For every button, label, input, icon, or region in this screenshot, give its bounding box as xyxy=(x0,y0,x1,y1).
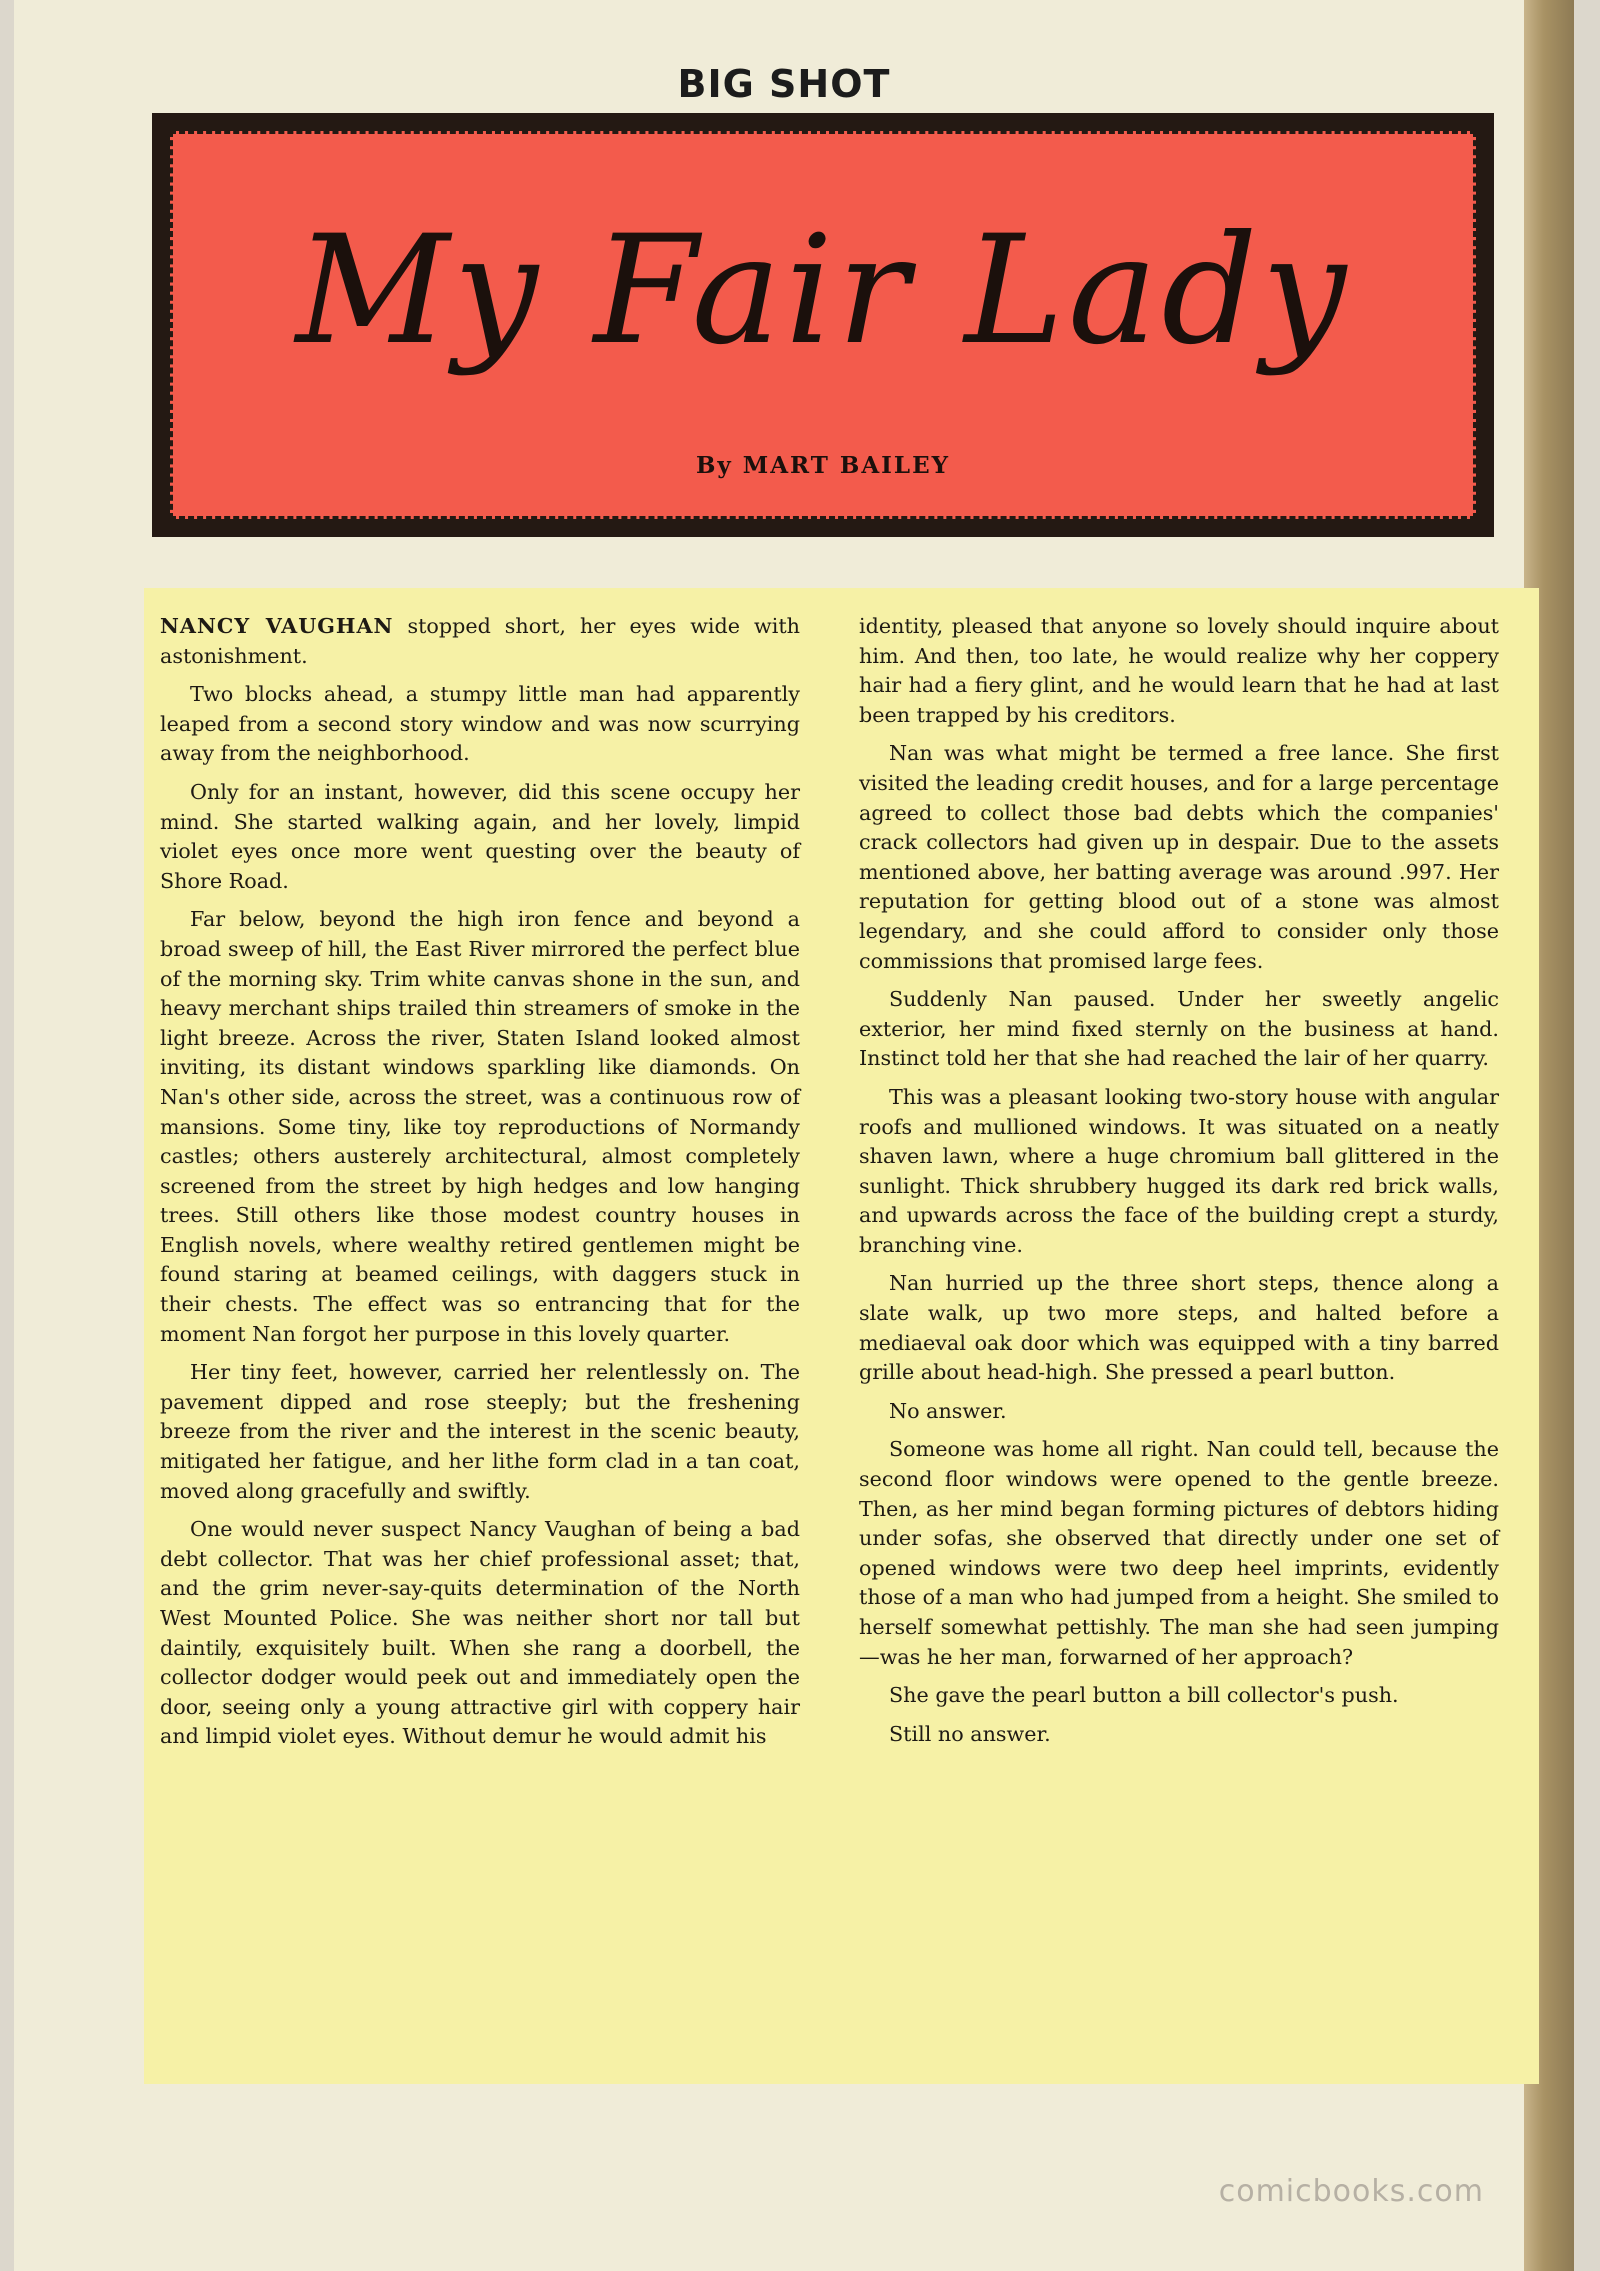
left-column xyxy=(160,612,800,1761)
right-column xyxy=(859,612,1499,1758)
lead-name: NANCY VAUGHAN xyxy=(160,614,394,638)
source-watermark: comicbooks.com xyxy=(1218,2174,1484,2209)
paragraph: Nan was what might be termed a free lance. She first visited the leading credit houses, and for a large percentage agreed to collect those bad debts which the companies' crack collectors had given up in despair. Due to the assets mentioned above, her batting average was around .997. Her reputation for getting blood out of a stone was almost legendary, and she could afford to consider only those commissions that promised large fees. xyxy=(859,741,1499,973)
title-banner-panel xyxy=(170,131,1476,519)
paragraph: Suddenly Nan paused. Under her sweetly angelic exterior, her mind fixed sternly on the business at hand. Instinct told her that she had reached the lair of her quarry. xyxy=(859,987,1499,1071)
paragraph: Nan hurried up the three short steps, thence along a slate walk, up two more steps, and halted before a mediaeval oak door which was equipped with a tiny barred grille about head-high. She pressed a pearl button. xyxy=(859,1271,1499,1385)
paragraph: Still no answer. xyxy=(889,1721,1051,1746)
paragraph: Two blocks ahead, a stumpy little man had apparently leaped from a second story window and was now scurrying away from the neighborhood. xyxy=(160,682,800,766)
title-banner xyxy=(152,113,1494,537)
magazine-header: BIG SHOT xyxy=(677,62,891,106)
paragraph: Someone was home all right. Nan could tell, because the second floor windows were opened to the gentle breeze. Then, as her mind began forming pictures of debtors hiding under sofas, she observed that directly under one set of opened windows were two deep heel imprints, evidently those of a man who had jumped from a height. She smiled to herself somewhat pettishly. The man she had seen jumping—was he her man, forwarned of her approach? xyxy=(859,1437,1499,1669)
paragraph xyxy=(160,612,800,671)
paragraph: She gave the pearl button a bill collector's push. xyxy=(889,1683,1399,1708)
paragraph: This was a pleasant looking two-story house with angular roofs and mullioned windows. It was situated on a neatly shaven lawn, where a huge chromium ball glittered in the sunlight. Thick shrubbery hugged its dark red brick walls, and upwards across the face of the building crept a sturdy, branching vine. xyxy=(859,1084,1499,1257)
paragraph: One would never suspect Nancy Vaughan of being a bad debt collector. That was her chief professional asset; that, and the grim never-say-quits determination of the North West Mounted Police. She was neither short nor tall but daintily, exquisitely built. When she rang a doorbell, the collector dodger would peek out and immediately open the door, seeing only a young attractive girl with coppery hair and limpid violet eyes. Without demur he would admit his xyxy=(160,1517,800,1749)
story-text-area xyxy=(144,588,1539,2084)
paragraph: identity, pleased that anyone so lovely should inquire about him. And then, too late, he would realize why her coppery hair had a fiery glint, and he would learn that he had at last been trapped by his creditors. xyxy=(859,614,1499,727)
paragraph: Far below, beyond the high iron fence and beyond a broad sweep of hill, the East River mirrored the perfect blue of the morning sky. Trim white canvas shone in the sun, and heavy merchant ships trailed thin streamers of smoke in the light breeze. Across the river, Staten Island looked almost inviting, its distant windows sparkling like diamonds. On Nan's other side, across the street, was a continuous row of mansions. Some tiny, like toy reproductions of Normandy castles; others austerely architectural, almost completely screened from the street by high hedges and low hanging trees. Still others like those modest country houses in English novels, where wealthy retired gentlemen might be found staring at beamed ceilings, with daggers stuck in their chests. The effect was so entrancing that for the moment Nan forgot her purpose in this lovely quarter. xyxy=(160,907,800,1346)
paragraph: No answer. xyxy=(889,1398,1007,1423)
paragraph-text: stopped short, her eyes wide with astonishment. xyxy=(160,614,800,668)
story-byline: By MART BAILEY xyxy=(695,452,951,479)
paragraph: Only for an instant, however, did this scene occupy her mind. She started walking again, and her lovely, limpid violet eyes once more went questing over the beauty of Shore Road. xyxy=(160,779,800,893)
story-title: My Fair Lady xyxy=(295,204,1351,378)
magazine-page xyxy=(14,0,1574,2271)
paragraph: Her tiny feet, however, carried her relentlessly on. The pavement dipped and rose steeply; but the freshening breeze from the river and the interest in the scenic beauty, mitigated her fatigue, and her lithe form clad in a tan coat, moved along gracefully and swiftly. xyxy=(160,1360,800,1503)
